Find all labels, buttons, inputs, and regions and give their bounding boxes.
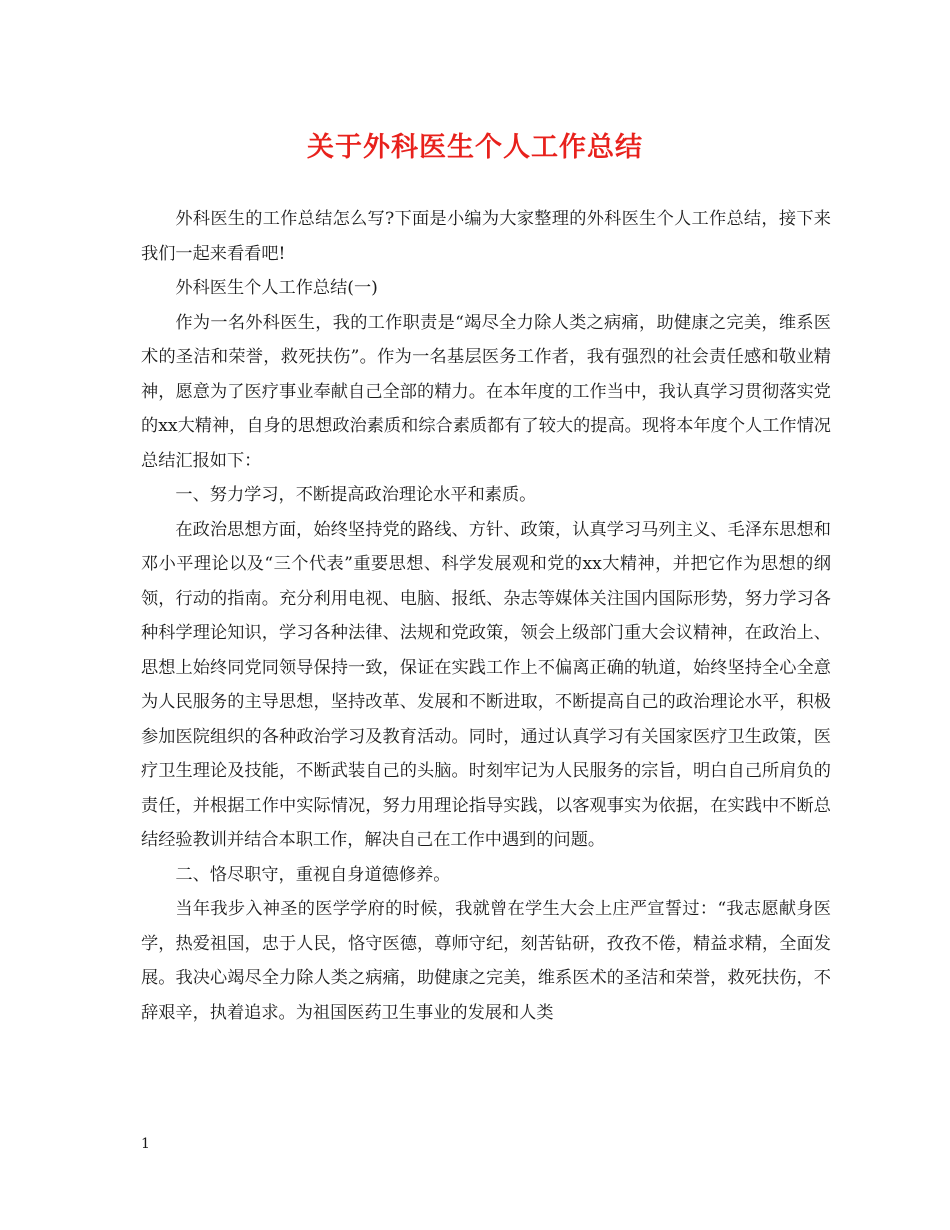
subheading-ethics: 二、恪尽职守，重视自身道德修养。 (175, 864, 451, 885)
section-heading-one: 外科医生个人工作总结(一) (175, 278, 378, 298)
page-number: 1 (141, 1136, 150, 1152)
body-paragraph: 在政治思想方面，始终坚持党的路线、方针、政策，认真学习马列主义、毛泽东思想和邓小平理论以及“三个代表”重要思想、科学发展观和党的xx大精神，并把它作为思想的纲领，行动的指南。充分利用电视、电脑、报纸、杂志等媒体关注国内国际形势，努力学习各种科学理论知识，学习各种法律、法规和党政策，领会上级部门重大会议精神，在政治上、思想上始终同党同领导保持一致，保证在实践工作上不偏离正确的轨道，始终坚持全心全意为人民服务的主导思想，坚持改革、发展和不断进取，不断提高自己的政治理论水平，积极参加医院组织的各种政治学习及教育活动。同时，通过认真学习有关国家医疗卫生政策，医疗卫生理论及技能，不断武装自己的头脑。时刻牢记为人民服务的宗旨，明白自己所肩负的责任，并根据工作中实际情况，努力用理论指导实践，以客观事实为依据，在实践中不断总结经验教训并结合本职工作，解决自己在工作中遇到的问题。 (141, 519, 831, 850)
intro-paragraph: 外科医生的工作总结怎么写?下面是小编为大家整理的外科医生个人工作总结，接下来我们一起来看看吧! (141, 209, 831, 264)
subheading-study: 一、努力学习，不断提高政治理论水平和素质。 (175, 485, 537, 505)
body-paragraph: 作为一名外科医生，我的工作职责是“竭尽全力除人类之病痛，助健康之完美，维系医术的圣洁和荣誉，救死扶伤”。作为一名基层医务工作者，我有强烈的社会责任感和敬业精神，愿意为了医疗事业奉献自己全部的精力。在本年度的工作当中，我认真学习贯彻落实党的xx大精神，自身的思想政治素质和综合素质都有了较大的提高。现将本年度个人工作情况总结汇报如下： (141, 312, 831, 471)
document-body (141, 202, 831, 1030)
document-title: 关于外科医生个人工作总结 (307, 132, 643, 163)
body-paragraph: 当年我步入神圣的医学学府的时候，我就曾在学生大会上庄严宣誓过：“我志愿献身医学，热爱祖国，忠于人民，恪守医德，尊师守纪，刻苦钻研，孜孜不倦，精益求精，全面发展。我决心竭尽全力除人类之病痛，助健康之完美，维系医术的圣洁和荣誉，救死扶伤，不辞艰辛，执着追求。为祖国医药卫生事业的发展和人类 (141, 899, 831, 1023)
